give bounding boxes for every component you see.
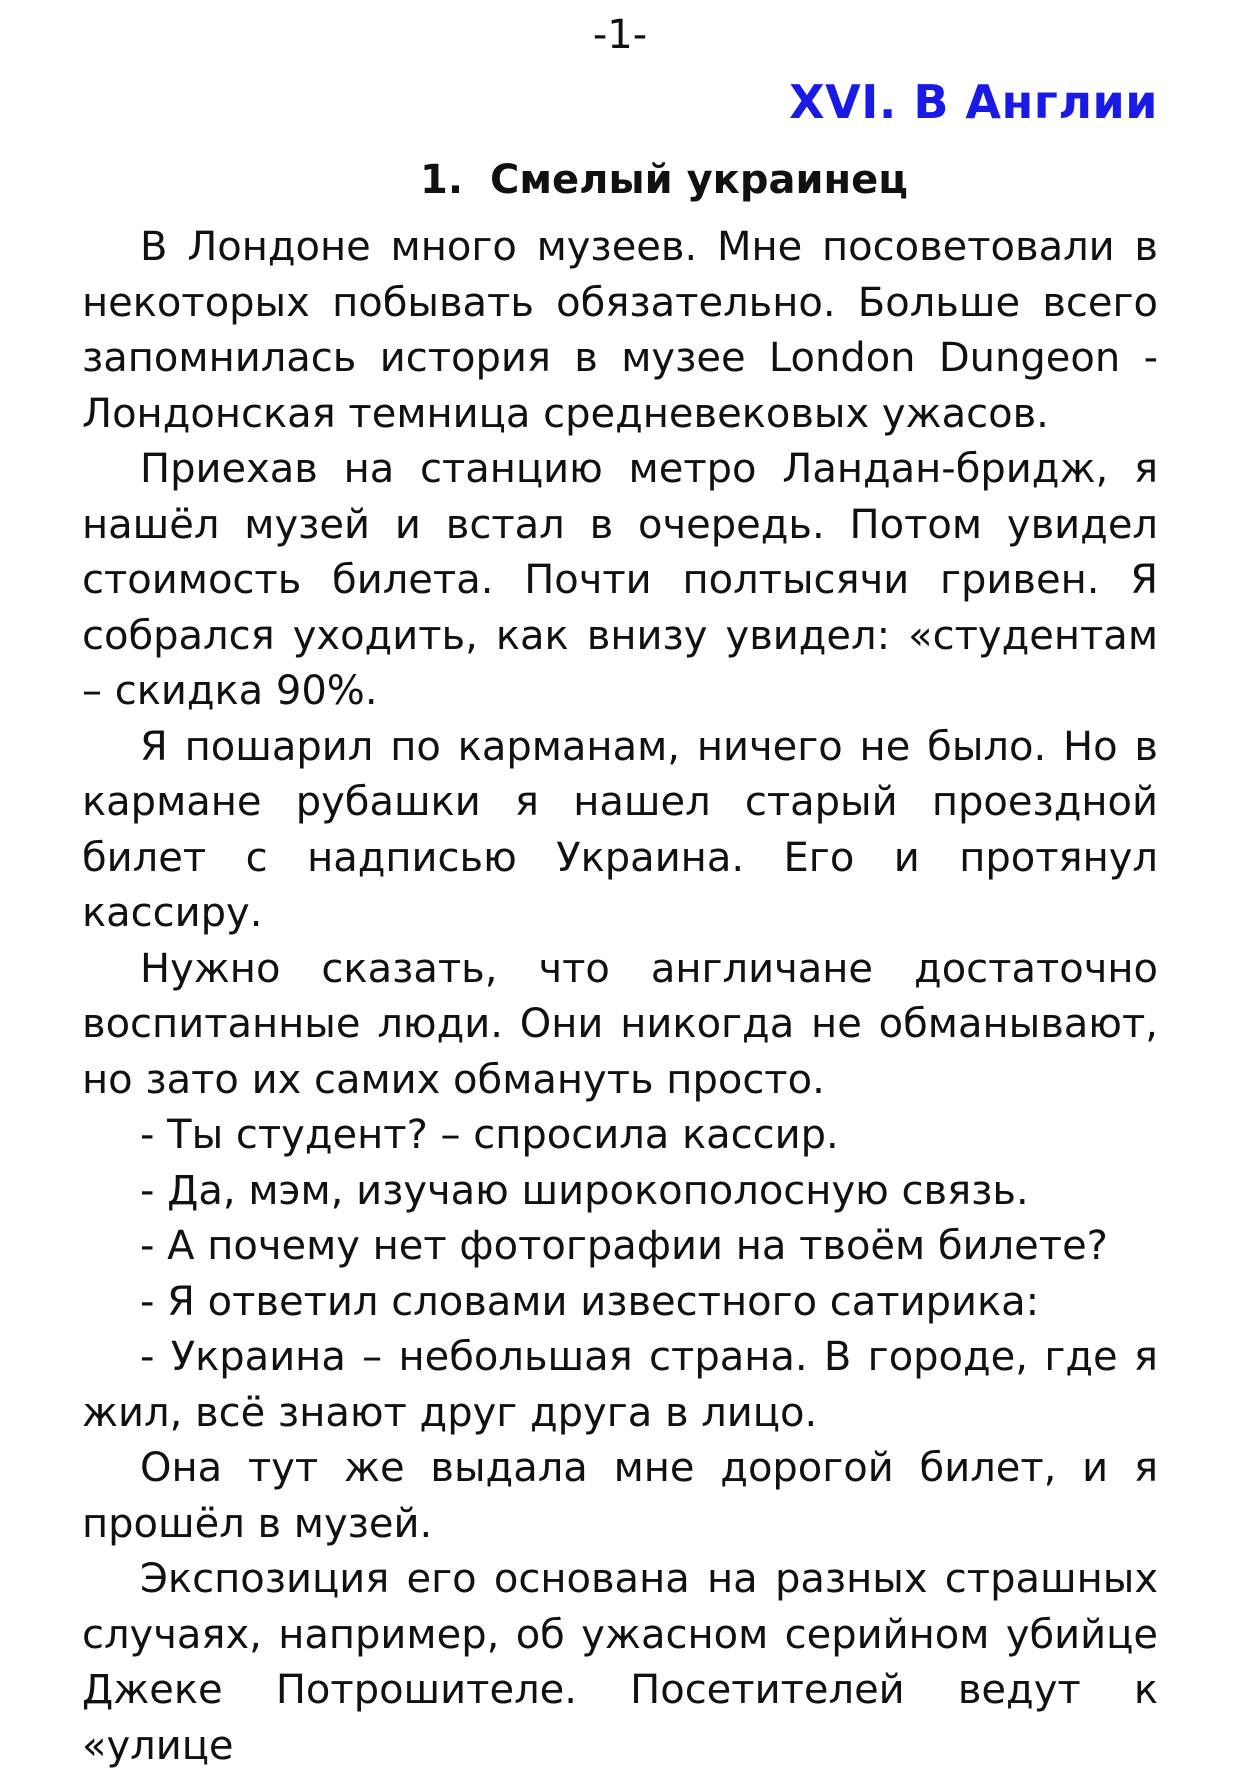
paragraph: В Лондоне много музеев. Мне посоветовали в некоторых побывать обязательно. Больше всего запомнилась история в музее London Dungeon - Лондонская темница средневековых ужасов. [82, 224, 1158, 437]
paragraph: Я пошарил по карманам, ничего не было. Но в кармане рубашки я нашел старый проездной билет с надписью Украина. Его и протянул кассиру. [82, 723, 1158, 936]
section-title [420, 152, 908, 208]
dialogue-line: - Да, мэм, изучаю широкополосную связь. [140, 1167, 1029, 1214]
dialogue-line: - Ты студент? – спросила кассир. [140, 1112, 839, 1158]
page-number: -1- [592, 12, 648, 58]
dialogue-line: - Я ответил словами известного сатирика: [140, 1278, 1040, 1325]
paragraph: Приехав на станцию метро Ландан-бридж, я нашёл музей и встал в очередь. Потом увидел стоимость билета. Почти полтысячи гривен. Я собрался уходить, как внизу увидел: «студентам – скидка 90%. [82, 446, 1158, 714]
paragraph: Она тут же выдала мне дорогой билет, и я прошёл в музей. [82, 1445, 1158, 1547]
section-title-text: Смелый украинец [490, 157, 908, 203]
body-text [82, 220, 1158, 1774]
dialogue-line: - Украина – небольшая страна. В городе, где я жил, всё знают друг друга в лицо. [82, 1334, 1158, 1436]
section-number: 1. [420, 157, 464, 203]
dialogue-line: - А почему нет фотографии на твоём билете? [140, 1223, 1108, 1269]
paragraph: Экспозиция его основана на разных страшных случаях, например, об ужасном серийном убийце Джеке Потрошителе. Посетителей ведут к «улице [82, 1556, 1158, 1769]
chapter-title: XVI. В Англии [789, 75, 1158, 129]
paragraph: Нужно сказать, что англичане достаточно воспитанные люди. Они никогда не обманывают, но зато их самих обмануть просто. [82, 945, 1158, 1103]
